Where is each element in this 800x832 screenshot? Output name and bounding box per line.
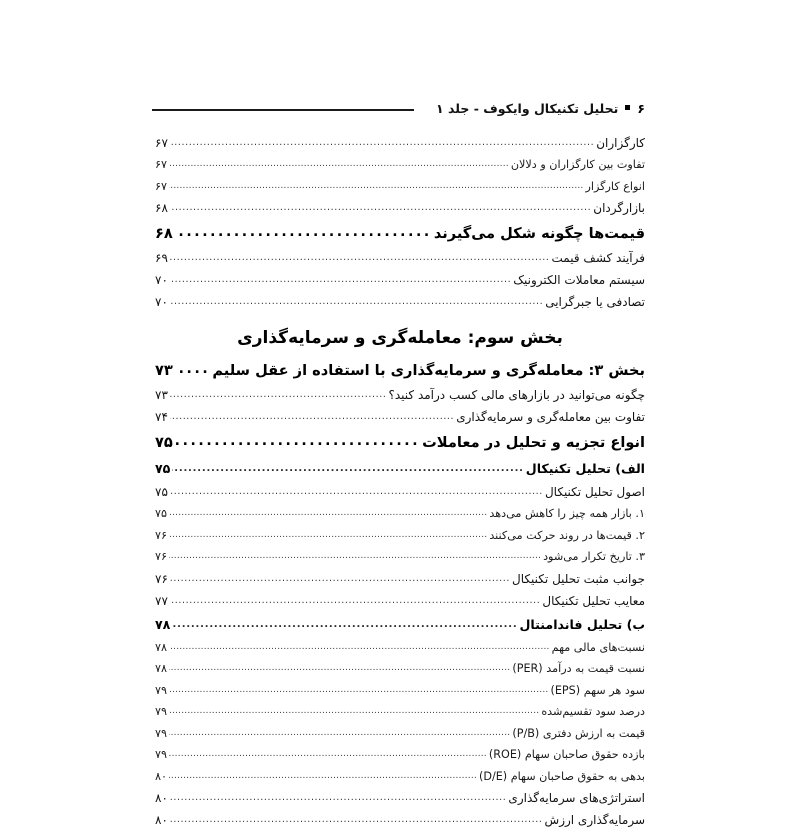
toc-entry-label: ۱. بازار همه چیز را کاهش می‌دهد xyxy=(489,507,645,520)
toc-entry-label: ۲. قیمت‌ها در روند حرکت می‌کنند xyxy=(489,528,645,542)
toc-entry[interactable] xyxy=(155,270,645,292)
toc-entry-label: بازارگردان xyxy=(593,201,645,215)
toc-dot-leader xyxy=(172,457,523,480)
toc-entry[interactable] xyxy=(155,810,645,832)
toc-entry-label: فرآیند کشف قیمت xyxy=(551,251,645,265)
toc-dot-leader xyxy=(175,355,210,383)
toc-entry-label: تفاوت بین کارگزاران و دلالان xyxy=(510,158,645,171)
toc-entry-page-number: ۷۶ xyxy=(155,528,168,542)
toc-entry-label: تصادفی یا جبرگرایی xyxy=(545,295,645,309)
toc-entry[interactable] xyxy=(155,504,645,526)
toc-dot-leader xyxy=(170,568,510,589)
toc-entry[interactable] xyxy=(155,702,645,724)
toc-entry[interactable] xyxy=(155,198,645,220)
toc-entry-page-number: ۷۹ xyxy=(155,726,168,740)
toc-dot-leader xyxy=(169,504,487,524)
toc-entry[interactable] xyxy=(155,429,645,457)
toc-entry-label: الف) تحلیل تکنیکال xyxy=(525,461,645,476)
toc-entry-label: سرمایه‌گذاری ارزش xyxy=(544,813,645,827)
toc-entry-label: درصد سود تقسیم‌شده xyxy=(541,705,645,718)
toc-group xyxy=(155,133,645,220)
toc-dot-leader xyxy=(169,526,487,546)
toc-entry-label: قیمت‌ها چگونه شکل می‌گیرند xyxy=(433,225,645,242)
toc-entry-page-number: ۷۵ xyxy=(155,507,168,520)
toc-dot-leader xyxy=(170,269,511,290)
toc-dot-leader xyxy=(169,724,510,744)
toc-entry-label: قیمت به ارزش دفتری (P/B) xyxy=(512,726,645,740)
toc-entry-page-number: ۷۶ xyxy=(155,571,168,586)
toc-entry[interactable] xyxy=(155,745,645,767)
toc-entry-label: نسبت‌های مالی مهم xyxy=(551,640,645,654)
square-bullet-icon xyxy=(625,105,630,110)
toc-entry-page-number: ۷۸ xyxy=(155,616,171,632)
toc-entry[interactable] xyxy=(155,177,645,199)
toc-entry-page-number: ۷۳ xyxy=(155,362,173,379)
toc-group xyxy=(155,429,645,832)
toc-entry-label: کارگزاران xyxy=(596,136,645,150)
toc-entry-label: سود هر سهم (EPS) xyxy=(550,683,645,697)
toc-entry-page-number: ۶۷ xyxy=(155,158,168,171)
toc-entry-label: تفاوت بین معامله‌گری و سرمایه‌گذاری xyxy=(456,410,645,424)
toc-entry[interactable] xyxy=(155,407,645,429)
toc-entry[interactable] xyxy=(155,292,645,314)
toc-entry-page-number: ۷۴ xyxy=(155,410,168,424)
toc-dot-leader xyxy=(169,547,541,567)
toc-dot-leader xyxy=(169,745,487,765)
toc-entry-label: بخش ۳: معامله‌گری و سرمایه‌گذاری با استفاده از عقل سلیم xyxy=(212,362,645,379)
toc-entry-page-number: ۸۰ xyxy=(155,791,168,805)
toc-entry-page-number: ۷۵ xyxy=(155,434,173,451)
toc-entry[interactable] xyxy=(155,482,645,504)
toc-entry[interactable] xyxy=(155,547,645,569)
toc-dot-leader xyxy=(169,659,510,679)
toc-entry-label: اصول تحلیل تکنیکال xyxy=(544,485,645,499)
toc-entry[interactable] xyxy=(155,133,645,155)
toc-entry-label: ب) تحلیل فاندامنتال xyxy=(519,616,645,632)
toc-dot-leader xyxy=(169,155,509,175)
toc-entry-page-number: ۷۸ xyxy=(155,662,168,675)
toc-entry-page-number: ۶۷ xyxy=(155,136,168,150)
toc-dot-leader xyxy=(169,767,477,787)
toc-dot-leader xyxy=(169,177,583,197)
toc-dot-leader xyxy=(172,613,517,636)
toc-dot-leader xyxy=(170,197,591,218)
toc-entry-label: بازده حقوق صاحبان سهام (ROE) xyxy=(488,748,645,761)
toc-entry-label: انواع کارگزار xyxy=(585,179,645,193)
toc-dot-leader xyxy=(169,638,550,658)
toc-entry-label: جوانب مثبت تحلیل تکنیکال xyxy=(512,571,645,586)
toc-dot-leader xyxy=(169,702,539,722)
toc-entry-label: انواع تجزیه و تحلیل در معاملات xyxy=(422,434,645,451)
toc-dot-leader xyxy=(170,132,594,153)
running-head xyxy=(152,98,645,118)
toc-entry[interactable] xyxy=(155,526,645,548)
toc-dot-leader xyxy=(170,384,387,405)
toc-entry[interactable] xyxy=(155,248,645,270)
toc-entry-label: سیستم معاملات الکترونیک xyxy=(513,273,645,287)
toc-entry-page-number: ۷۵ xyxy=(155,461,171,476)
toc-entry[interactable] xyxy=(155,357,645,385)
toc-entry[interactable] xyxy=(155,659,645,681)
toc-entry-page-number: ۶۷ xyxy=(155,179,168,193)
page-number: ۶ xyxy=(637,100,645,116)
toc-entry[interactable] xyxy=(155,681,645,703)
toc-entry-label: معایب تحلیل تکنیکال xyxy=(542,593,645,608)
toc-entry-page-number: ۶۸ xyxy=(155,225,173,242)
toc-entry[interactable] xyxy=(155,767,645,789)
toc-entry-page-number: ۷۰ xyxy=(155,295,168,309)
toc-group xyxy=(155,357,645,429)
toc-entry-page-number: ۷۹ xyxy=(155,705,168,718)
toc-entry-page-number: ۷۰ xyxy=(155,273,168,287)
toc-dot-leader xyxy=(170,590,541,611)
table-of-contents xyxy=(155,133,645,832)
toc-entry-page-number: ۷۶ xyxy=(155,550,168,563)
header-rule xyxy=(152,109,414,111)
toc-entry-page-number: ۶۹ xyxy=(155,251,168,265)
toc-group xyxy=(155,220,645,314)
toc-entry-page-number: ۷۹ xyxy=(155,683,168,697)
toc-dot-leader xyxy=(175,427,420,455)
toc-entry[interactable] xyxy=(155,569,645,591)
toc-entry[interactable] xyxy=(155,220,645,248)
toc-dot-leader xyxy=(170,291,543,312)
toc-entry-label: ۳. تاریخ تکرار می‌شود xyxy=(543,550,645,563)
toc-dot-leader xyxy=(175,218,432,246)
toc-entry[interactable] xyxy=(155,591,645,613)
toc-entry-page-number: ۸۰ xyxy=(155,813,168,827)
toc-dot-leader xyxy=(169,681,548,701)
toc-entry-page-number: ۷۳ xyxy=(155,388,168,402)
toc-entry-page-number: ۷۹ xyxy=(155,748,168,761)
toc-entry-page-number: ۷۸ xyxy=(155,640,168,654)
toc-entry-label: نسبت قیمت به درآمد (PER) xyxy=(512,662,645,675)
toc-entry-page-number: ۶۸ xyxy=(155,201,168,215)
toc-dot-leader xyxy=(170,247,550,268)
toc-entry-label: استراتژی‌های سرمایه‌گذاری xyxy=(508,791,645,805)
toc-entry[interactable] xyxy=(155,638,645,660)
toc-dot-leader xyxy=(170,406,454,427)
toc-entry[interactable] xyxy=(155,155,645,177)
toc-entry-page-number: ۷۵ xyxy=(155,485,168,499)
toc-entry-label: بدهی به حقوق صاحبان سهام (D/E) xyxy=(478,769,645,783)
toc-dot-leader xyxy=(170,787,507,808)
toc-dot-leader xyxy=(170,809,543,830)
toc-entry[interactable] xyxy=(155,724,645,746)
toc-entry-page-number: ۸۰ xyxy=(155,769,168,783)
toc-entry[interactable] xyxy=(155,788,645,810)
toc-entry[interactable] xyxy=(155,457,645,482)
toc-entry[interactable] xyxy=(155,613,645,638)
toc-entry[interactable] xyxy=(155,385,645,407)
toc-entry-page-number: ۷۷ xyxy=(155,593,168,608)
book-title: تحلیل تکنیکال وایکوف - جلد ۱ xyxy=(436,100,619,116)
part-divider-title: بخش سوم: معامله‌گری و سرمایه‌گذاری xyxy=(237,328,563,348)
toc-dot-leader xyxy=(170,481,543,502)
toc-entry-label: چگونه می‌توانید در بازارهای مالی کسب درآمد کنید؟ xyxy=(388,388,645,402)
